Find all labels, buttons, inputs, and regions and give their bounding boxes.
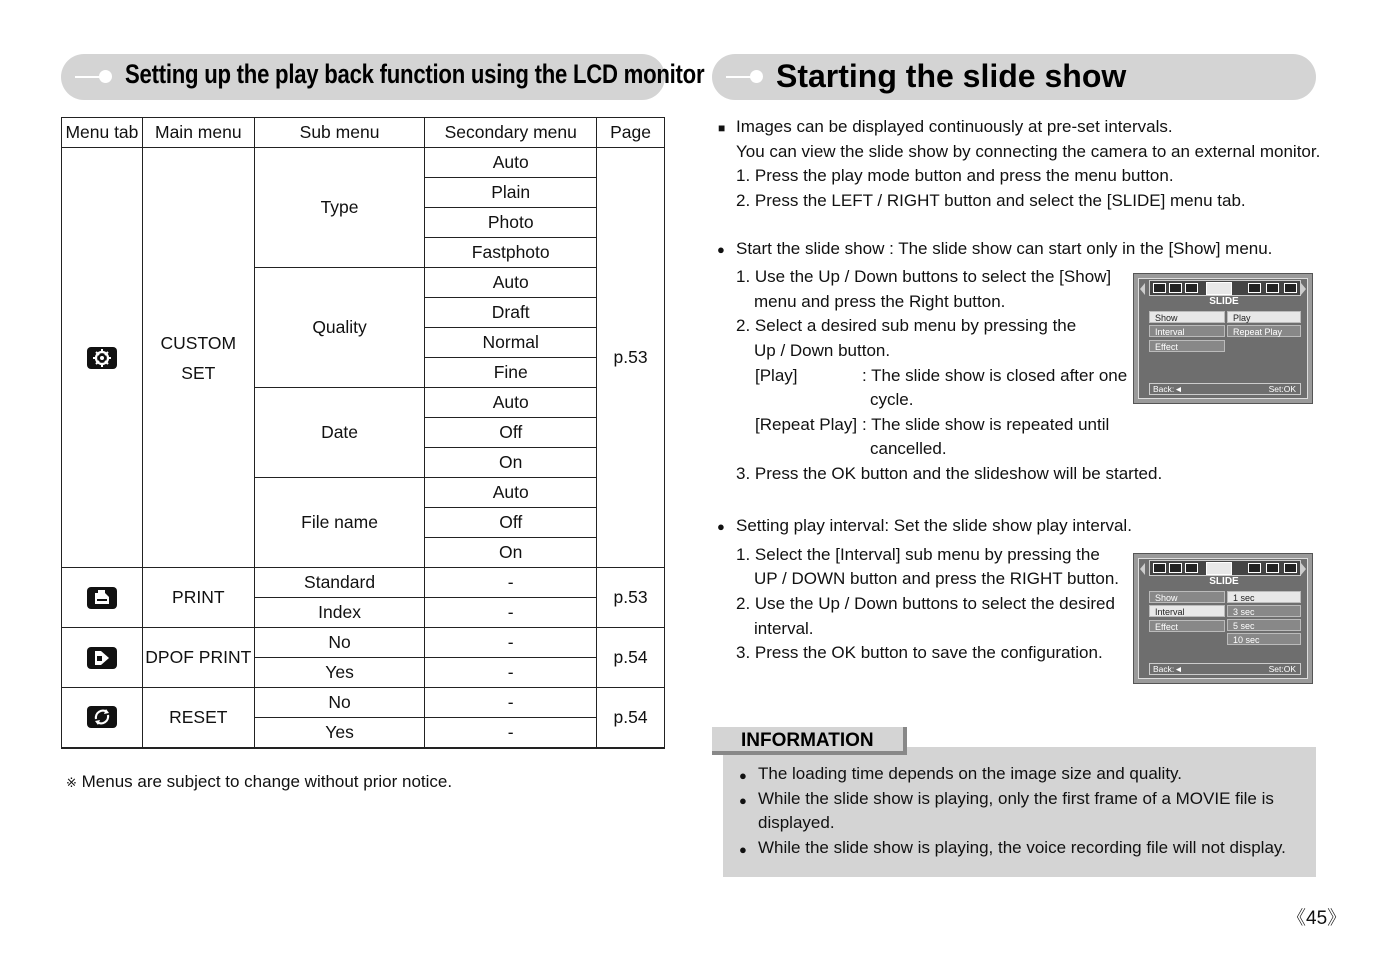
edit-tab-icon [1169,563,1182,573]
start-step-3: 3. Press the OK button and the slideshow will be started. [736,464,1163,483]
lcd-menu-item: Effect [1149,620,1225,632]
interval-step-1: 1. Select the [Interval] sub menu by pressing the [736,545,1100,564]
interval-section-heading: Setting play interval: Set the slide show play interval. [736,516,1132,535]
start-step-1-cont: menu and press the Right button. [754,292,1006,311]
print-main-menu: PRINT [142,568,254,628]
circle-bullet-icon: ● [717,242,725,257]
header-secondary-menu: Secondary menu [425,118,597,148]
page-number: 《45》 [1287,908,1347,929]
square-bullet-icon: ■ [718,121,726,135]
right-arrow-icon [1301,563,1306,575]
lcd-back-label: Back:◄ [1153,664,1183,674]
secondary-option: Auto [425,478,597,508]
sub-menu-item: Index [254,598,425,628]
lcd-option-item: 10 sec [1227,633,1301,645]
interval-step-2: 2. Use the Up / Down buttons to select the desired [736,594,1115,613]
lcd-tab-bar [1149,280,1301,296]
start-step-2: 2. Select a desired sub menu by pressing the [736,316,1077,335]
reset-icon [87,706,117,728]
right-section-header [712,54,1316,100]
lcd-footer [1149,663,1301,675]
reference-mark-icon: ※ [66,775,77,790]
left-section-header [61,54,705,100]
information-title: INFORMATION [741,730,874,751]
lcd-menu-item: Effect [1149,340,1225,352]
lcd-screen-show-menu [1133,273,1313,404]
left-arrow-icon [1140,563,1145,575]
lcd-option-item: 3 sec [1227,605,1301,617]
repeat-play-desc: : The slide show is repeated until [862,415,1110,434]
table-row [62,568,665,598]
interval-step-2-cont: interval. [754,619,814,638]
lcd-set-label: Set:OK [1268,384,1296,394]
repeat-play-desc-cont: cancelled. [870,439,947,458]
dpof-tab-icon-cell [62,628,143,688]
start-section-heading: Start the slide show : The slide show can start only in the [Show] menu. [736,239,1273,258]
table-header-row [62,118,665,148]
right-arrow-icon [1301,283,1306,295]
secondary-option: Plain [425,178,597,208]
start-step-1: 1. Use the Up / Down buttons to select the [Show] [736,267,1112,286]
circle-bullet-icon: ● [739,793,747,808]
lcd-screen-interval-menu [1133,553,1313,684]
table-row [62,148,665,178]
table-row [62,628,665,658]
footnote [66,772,452,792]
secondary-option: - [425,688,597,718]
left-arrow-icon [1140,283,1145,295]
lcd-menu-item: Interval [1149,605,1225,617]
secondary-option: Photo [425,208,597,238]
secondary-option: Fastphoto [425,238,597,268]
custom-set-main-menu: CUSTOM SET [142,148,254,568]
lcd-menu-item: Show [1149,591,1225,603]
sub-menu-item: Yes [254,658,425,688]
info-line-cont: displayed. [758,813,835,832]
lcd-option-item: 5 sec [1227,619,1301,631]
play-term: [Play] [755,366,798,385]
protect-tab-icon [1248,283,1261,293]
info-line: The loading time depends on the image size and quality. [758,764,1183,783]
secondary-option: On [425,538,597,568]
gear-icon [87,347,117,369]
circle-bullet-icon: ● [739,768,747,783]
dpof-main-menu: DPOF PRINT [142,628,254,688]
lcd-set-label: Set:OK [1268,664,1296,674]
reset-tab-icon-cell [62,688,143,748]
footnote-text: Menus are subject to change without prior notice. [81,772,453,791]
playback-tab-icon [1153,283,1166,293]
lcd-footer [1149,383,1301,395]
secondary-option: Off [425,508,597,538]
intro-line: You can view the slide show by connecting the camera to an external monitor. [736,141,1321,161]
secondary-option: Off [425,418,597,448]
lcd-menu-item: Interval [1149,325,1225,337]
sub-menu-item: Yes [254,718,425,748]
secondary-option: Auto [425,268,597,298]
lcd-tab-title: SLIDE [1209,296,1239,307]
header-main-menu: Main menu [142,118,254,148]
start-step-2-cont: Up / Down button. [754,341,891,360]
print-icon [87,587,117,609]
lcd-back-label: Back:◄ [1153,384,1183,394]
secondary-option: - [425,598,597,628]
info-line: While the slide show is playing, only the first frame of a MOVIE file is [758,789,1274,808]
sub-menu-item: No [254,628,425,658]
circle-bullet-icon: ● [739,842,747,857]
repeat-play-term: [Repeat Play] [755,415,858,434]
custom-set-page: p.53 [597,148,665,568]
lcd-option-item: Play [1227,311,1301,323]
edit-tab-icon [1169,283,1182,293]
intro-line: 1. Press the play mode button and press the menu button. [736,166,1174,185]
resize-tab-icon [1284,283,1297,293]
custom-set-tab-icon-cell [62,148,143,568]
lcd-tab-bar [1149,560,1301,576]
playback-tab-icon [1153,563,1166,573]
interval-step-1-cont: UP / DOWN button and press the RIGHT button. [754,569,1120,588]
lcd-option-item: Repeat Play [1227,325,1301,337]
dpof-page: p.54 [597,628,665,688]
person-tab-icon [1185,283,1198,293]
voice-tab-icon [1266,563,1279,573]
sub-menu-file-name: File name [254,478,425,568]
secondary-option: Draft [425,298,597,328]
intro-line: Images can be displayed continuously at pre-set intervals. [736,117,1173,136]
print-page: p.53 [597,568,665,628]
header-menu-tab: Menu tab [62,118,143,148]
right-section-title: Starting the slide show [776,58,1127,94]
lcd-option-item: 1 sec [1227,591,1301,603]
play-desc: : The slide show is closed after one [862,366,1128,385]
reset-main-menu: RESET [142,688,254,748]
secondary-option: - [425,718,597,748]
dpof-icon [87,647,117,669]
secondary-option: Auto [425,388,597,418]
sub-menu-item: No [254,688,425,718]
voice-tab-icon [1266,283,1279,293]
info-line: While the slide show is playing, the voice recording file will not display. [758,838,1286,857]
print-tab-icon-cell [62,568,143,628]
reset-page: p.54 [597,688,665,748]
secondary-option: - [425,658,597,688]
menu-table [61,117,665,749]
secondary-option: - [425,628,597,658]
sub-menu-quality: Quality [254,268,425,388]
lcd-tab-title: SLIDE [1209,576,1239,587]
information-tab [712,727,907,755]
sub-menu-item: Standard [254,568,425,598]
interval-step-3: 3. Press the OK button to save the configuration. [736,643,1103,662]
header-sub-menu: Sub menu [254,118,425,148]
intro-line: 2. Press the LEFT / RIGHT button and select the [SLIDE] menu tab. [736,190,1246,210]
secondary-option: On [425,448,597,478]
sub-menu-date: Date [254,388,425,478]
protect-tab-icon [1248,563,1261,573]
secondary-option: Normal [425,328,597,358]
person-tab-icon [1185,563,1198,573]
circle-bullet-icon: ● [717,519,725,534]
intro-text [736,115,1320,213]
table-row [62,688,665,718]
header-page: Page [597,118,665,148]
resize-tab-icon [1284,563,1297,573]
play-desc-cont: cycle. [870,390,914,409]
secondary-option: Auto [425,148,597,178]
secondary-option: - [425,568,597,598]
lcd-menu-item: Show [1149,311,1225,323]
slide-tab-icon [1206,282,1232,295]
sub-menu-type: Type [254,148,425,268]
slide-tab-icon [1206,562,1232,575]
left-section-title: Setting up the play back function using the LCD monitor [125,59,705,89]
secondary-option: Fine [425,358,597,388]
